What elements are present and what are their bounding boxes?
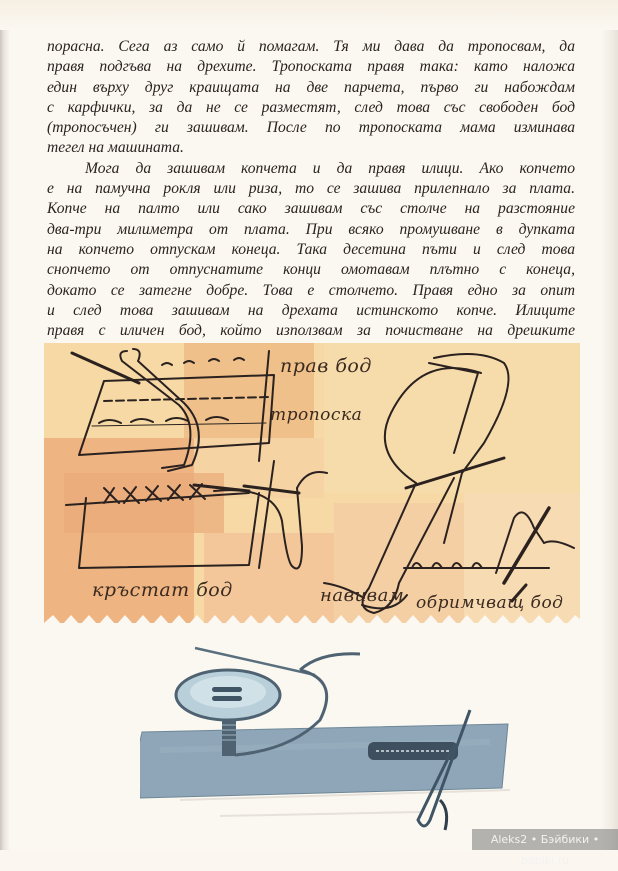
text-line: тегел на машината. [47,139,184,157]
text-line: (тропосъчен) ги зашивам. После по тропоската мама изминава [47,119,575,137]
text-line: снопчето от отпуснатите конци омотавам плътно с конеца, [47,261,575,279]
button-sewing-drawing [140,640,520,840]
paragraph-1 [47,37,575,159]
text-line: с карфички, за да не се разместят, след това със свободен бод [47,98,575,116]
label-roll: навивам [320,585,405,606]
label-straight-stitch: прав бод [280,355,372,377]
button-illustration [140,640,520,840]
text-line: Копче на палто или сако зашивам със столче на разстояние [47,200,575,218]
stitch-illustration [44,343,580,641]
paragraph-2 [47,159,575,342]
text-line: два-три милиметра от плата. При всяко промушване в дупката [47,220,575,238]
text-line: правя подгъва на дрехите. Тропоската правя така: като наложа [47,58,575,76]
text-line: един върху друг краищата на две парчета, първо ги набождам [47,78,575,96]
text-line: докато се затегне добре. Това е столчето. Правя едно за опит [47,281,575,299]
label-basting: тропоска [270,405,363,425]
text-line: и след това зашивам на дрехата истинското копче. Илиците [47,301,575,319]
label-overcast-stitch: обримчващ бод [416,593,564,613]
page-top-shade [0,0,618,30]
text-line: на копчето отпускам конеца. Така десетина пъти и след това [47,240,575,258]
watermark: Aleks2 • Бэйбики • babiki.ru [472,829,618,850]
label-cross-stitch: кръстат бод [92,579,233,601]
text-line: правя с иличен бод, който използвам за почистване на дрешките [47,322,575,340]
body-text [47,37,575,341]
text-line: Мога да зашивам копчета и да правя илици. Ако копчето [85,159,575,177]
text-line: е на памучна рокля или риза, то се зашива прилепнало за плата. [47,180,575,198]
text-line: порасна. Сега аз само й помагам. Тя ми дава да тропосвам, да [47,38,575,55]
